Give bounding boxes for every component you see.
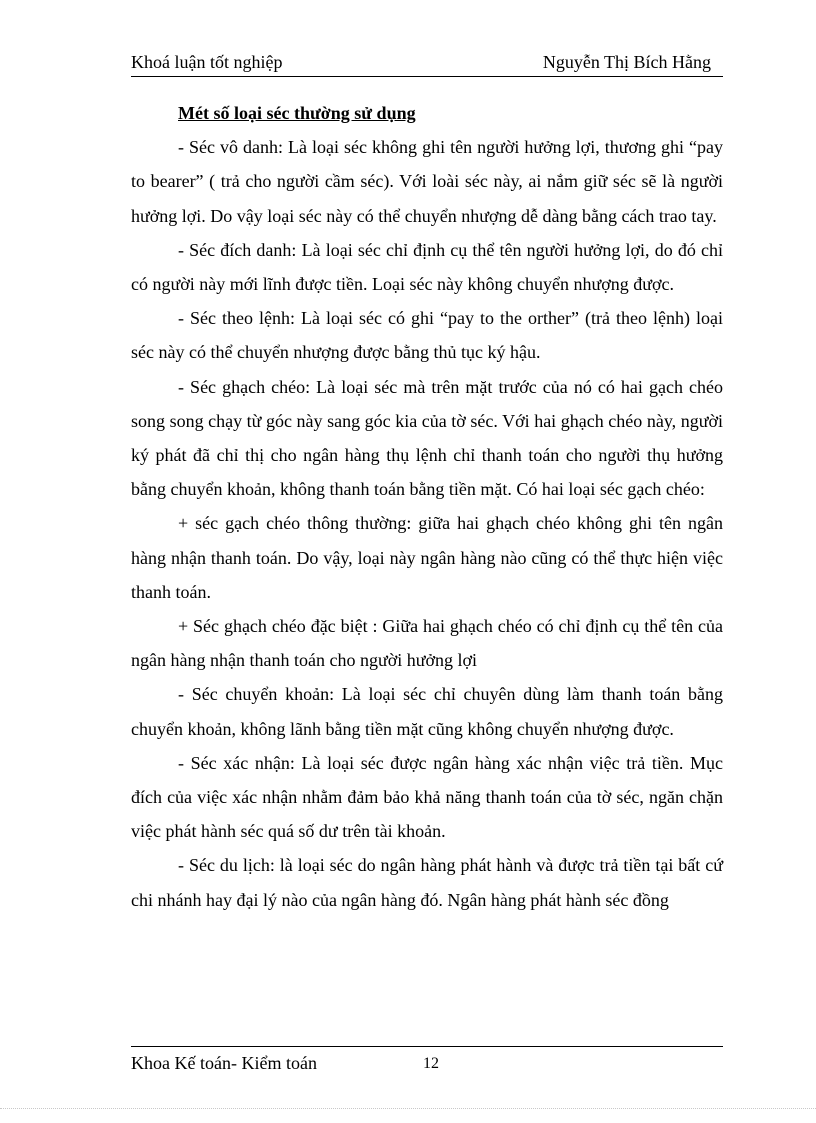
paragraph-bearer-cheque: - Séc vô danh: Là loại séc không ghi tên người hưởng lợi, thương ghi “pay to bearer” ( trả cho người cầm séc). Với loài séc này, ai nắm giữ séc sẽ là người hưởng lợi. Do vậy loại séc này có thể chuyển nhượng dễ dàng bằng cách trao tay. <box>131 137 723 226</box>
paragraph-travel-cheque: - Séc du lịch: là loại séc do ngân hàng phát hành và được trả tiền tại bất cứ chi nhánh hay đại lý nào của ngân hàng đó. Ngân hàng phát hành séc đồng <box>131 855 723 910</box>
page-footer <box>131 1046 723 1073</box>
header-author-name: Nguyễn Thị Bích Hằng <box>542 52 711 72</box>
paragraph-certified-cheque: - Séc xác nhận: Là loại séc được ngân hàng xác nhận việc trả tiền. Mục đích của việc xác nhận nhằm đảm bảo khả năng thanh toán của tờ séc, ngăn chặn việc phát hành séc quá số dư trên tài khoản. <box>131 752 723 842</box>
page-header <box>131 50 723 77</box>
paragraph-special-crossing: + Séc ghạch chéo đặc biệt : Giữa hai ghạch chéo có chỉ định cụ thể tên của ngân hàng nhận thanh toán cho người hưởng lợi <box>131 616 723 671</box>
header-thesis-label: Khoá luận tốt nghiệp <box>131 52 283 72</box>
section-title: Mét số loại séc thường sử dụng <box>178 103 416 123</box>
page-body <box>131 96 723 917</box>
paragraph-order-cheque: - Séc theo lệnh: Là loại séc có ghi “pay to the orther” (trả theo lệnh) loại séc này có thể chuyển nhượng được bằng thủ tục ký hậu. <box>131 308 723 363</box>
paragraph-transfer-cheque: - Séc chuyển khoản: Là loại séc chỉ chuyên dùng làm thanh toán bằng chuyển khoản, không lãnh bằng tiền mặt cũng không chuyển nhượng được. <box>131 684 723 739</box>
page-edge-divider <box>0 1108 816 1109</box>
paragraph-named-cheque: - Séc đích danh: Là loại séc chỉ định cụ thể tên người hưởng lợi, do đó chỉ có người này mới lĩnh được tiền. Loại séc này không chuyển nhượng được. <box>131 239 723 295</box>
footer-department: Khoa Kế toán- Kiểm toán <box>131 1053 317 1073</box>
page-number: 12 <box>423 1055 439 1072</box>
paragraph-general-crossing: + séc gạch chéo thông thường: giữa hai ghạch chéo không ghi tên ngân hàng nhận thanh toán. Do vậy, loại này ngân hàng nào cũng có thể thực hiện việc thanh toán. <box>131 513 723 602</box>
paragraph-crossed-cheque: - Séc ghạch chéo: Là loại séc mà trên mặt trước của nó có hai gạch chéo song song chạy từ góc này sang góc kia của tờ séc. Với hai ghạch chéo này, người ký phát đã chỉ thị cho ngân hàng thụ lệnh chỉ thanh toán cho người thụ hưởng bằng chuyển khoản, không thanh toán bằng tiền mặt. Có hai loại séc gạch chéo: <box>131 376 723 500</box>
